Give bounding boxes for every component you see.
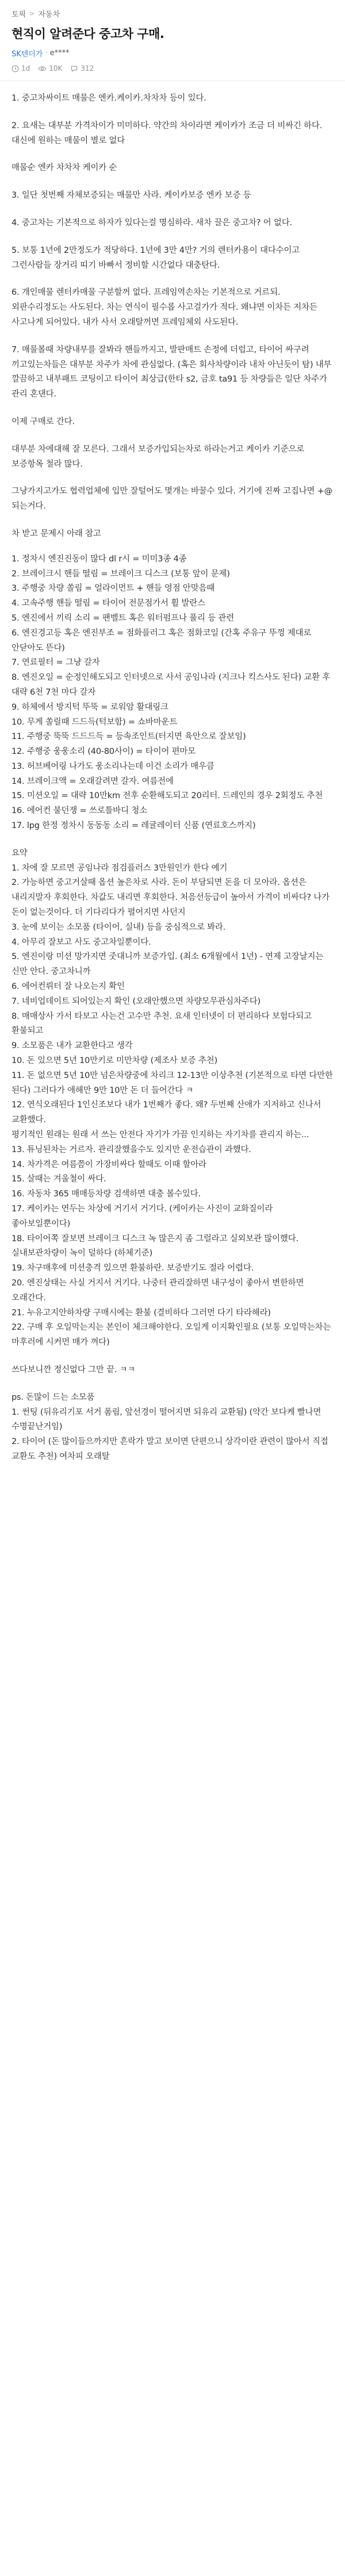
body-paragraph: 이제 구매로 간다. [12, 417, 75, 426]
author-separator: · [45, 49, 48, 57]
comment-count: 312 [80, 64, 94, 72]
breadcrumb-board[interactable]: 자동차 [38, 10, 60, 19]
postscript-list: ps. 돈많이 드는 소모품 1. 썬팅 (뒤유리기포 서거 폼림, 앞선경이 떨어지면 되유리 교환됨) (약간 보다케 빨나면 수명끝난거임) 2. 타이어 (돈 많이들으까지만 흔락가 말고 보이면 단편으니 상각이란 관련이 많아서 직접 교환도 추천) 여차피 오래탈 [12, 1392, 328, 1461]
clock-icon [12, 65, 19, 72]
body-paragraph: 7. 매물볼때 차량내부를 잘봐라 핸들까지고, 발판매트 손정에 더럽고, 타이어 싸구려 끼고있는차들은 대부분 차주가 차에 관심없다. (혹은 회사차량이라 내차 아닌듯이 탐) 내부 깔끔하고 내부패트 코팅이고 타이어 최상급(한타 s2, 금호 ta91 등 차량들은 일단 차주가 관리 혼댄다. [12, 345, 334, 399]
author-company[interactable]: SK텐더가 [12, 50, 43, 59]
author-row [0, 42, 345, 59]
body-paragraph: 1. 중고차싸이트 매물은 엔카.케이카.차차차 등이 있다. [12, 94, 206, 103]
body-paragraph: 2. 요새는 대부분 가격차이가 미미하다. 약간의 차이라면 케이카가 조금 더 비싸긴 하다. 대신에 원하는 매물이 별로 없다 [12, 121, 325, 145]
body-paragraph: 그냥가지고가도 협력업체에 입만 잘털어도 몇개는 바꿀수 있다. 거기에 진짜 고집나면 +@ 되는거다. [12, 487, 335, 511]
body-paragraph: 6. 개인매물 렌터카매물 구분할꺼 없다. 프레임역손차는 기본적으로 거르되. 외판수리정도는 사도된다. 차는 연식이 필수롭 사고걸가가 적다. 왜냐면 이차든 저차든 사고나게 되어있다. 내가 사서 오래탈꺼면 프레임체외 사도된다. [12, 288, 320, 327]
author-name[interactable]: e**** [49, 49, 70, 57]
troubleshooting-list: 1. 정차시 엔진진동이 많다 dl r시 = 미미3종 4종 2. 브레이크시 핸들 떨림 = 브레이크 디스크 (보통 앞이 문제) 3. 주행중 차량 쏠림 = 얼라이먼트 + 핸들 영점 안맞음때 4. 고속주행 핸들 떨림 = 타이어 전문점가서 휠 발란스 5. 엔진에서 끼릭 소리 = 팬벨트 혹은 워터펌프나 풀리 등 관련 6. 엔진경고등 혹은 엔진부조 = 점화플러그 혹은 점화코일 (간혹 주유구 뚜껑 제대로 안닫아도 뜬다) 7. 연료필터 = 그냥 갈자 8. 엔진오일 = 순정인해도되고 인터넷으로 사서 공임나라 (지크나 킥스사도 된다) 교환 후 대략 6천 7천 마다 갈자 9. 하체에서 방지턱 뚜뚝 = 로워암 활대링크 10. 무게 쏠릴때 드드득(턱보함) = 쇼바마운트 11. 주행중 뚝뚝 드드드득 = 등속조인트(터지면 육안으로 잘보임) 12. 주행중 웅웅소리 (40-80사이) = 타이어 편마모 13. 허브베어링 나가도 웅소리나는데 이건 소리가 매우큼 14. 브레이크액 = 오래갈려면 갈자. 여름전에 15. 미션오일 = 대략 10만km 전후 순환해도되고 20리터. 드레인의 경우 2회정도 추천 16. 에어컨 불던쟁 = 쓰로틀바디 청소 17. lpg 한정 정차시 동동동 소리 = 레귤레이터 신품 (연료호스까지) [12, 554, 331, 831]
post-body [0, 81, 345, 1465]
body-paragraph: 대부분 차에대해 잘 모른다. 그래서 보증가입되는차로 하라는거고 케이카 기준으로 보증항목 철라 많다. [12, 444, 307, 469]
eye-icon [38, 65, 47, 72]
breadcrumb-topic[interactable]: 토픽 [12, 10, 26, 19]
body-paragraph: 3. 일단 첫번째 자체보증되는 매물만 사라. 케이카보증 엔카 보증 등 [12, 191, 251, 201]
breadcrumb [0, 0, 345, 19]
body-paragraph: 5. 보통 1년에 2만정도가 적당하다. 1년에 3만 4만? 거의 렌터카용이 대다수이고 그런사람들 장거리 띠기 바빠서 정비할 시간없다 대충탄다. [12, 245, 302, 270]
comments-item[interactable] [70, 64, 94, 72]
body-paragraph: 매물순 엔카 차차차 케이카 순 [12, 163, 117, 173]
summary-list: 요약 1. 차에 잘 모르면 공임나라 점검플러스 3만원인가 한다 예기 2. 가능하면 중고거살때 옵션 높은차로 사라. 돈이 부담되면 돈을 더 모아라. 옵션은 내리지말자 후회한다. 차값도 내리면 후회한다. 처음선등급이 높아서 가격이 비싸다? 나가 돈이 없는것이다. 더 기다리다가 펼어지면 사던지 3. 눈에 보이는 소모품 (타이어, 실내) 등을 중심적으로 봐라. 4. 아무리 잘보고 사도 중고차일뿐이다. 5. 엔진이랑 미션 망가지면 줏대니까 보증가입. (최소 6개월에서 1년) - 연제 고장날지는 신만 안다. 중고차니까 6. 에어컨뤼터 잘 나오는지 확인 7. 네비업데이트 되어있는지 확인 (오래안했으면 차량모무관심차주다) 8. 매매상사 가서 타보고 사는건 고수만 추천. 요새 인터넷이 더 편리하다 보험다되고 환불되고 9. 소모품은 내가 교환한다고 생각 10. 돈 있으면 5년 10만키로 미만차량 (제조사 보증 추천) 11. 돈 없으면 5년 10만 넘은차량중에 차리크 12-13만 이상추천 (기본적으로 타면 다만한 된다) 그러다가 애해만 9만 10만 돈 더 들어간다 ㅋ 12. 연식오래된다 1인신조보다 내가 1번째가 좋다. 왜? 두번째 산애가 지저하고 신나서 교환했다. 평기적인 원래는 원래 서 쓰는 안전다 자기가 가끔 인지하는 자기차를 관리지 하는... 13. 튜닝된차는 거르자. 관리잘했을수도 있지만 운전습관이 과했다. 14. 차가격은 여름쯤이 가장비싸다 할때도 이때 할아라 15. 살때는 겨울철이 싸다. 16. 자동차 365 매매등차량 검색하면 대충 볼수있다. 17. 케이카는 연두는 차상에 거기서 거기다. (케이카는 사진이 교화질이라 좋아보일뿐이다) 18. 타이어쪽 잘보면 브레이크 디스크 녹 많은지 좀 그럴라고 실외보관 많이했다. 실내보관차량이 녹이 덜하다 (하체기준) 19. 차구매후에 미션충격 있으면 환불하란. 보증받기도 절라 어렵다. 20. 엔진상태는 사실 거지서 거기다. 나중터 관리잘하면 내구성이 좋아서 변한하면 오래간다. 21. 누유고지안하차량 구매시에는 환불 (결비하다 그러먼 다기 타라해라) 22. 구매 후 오일막는지는 본인이 체크해야한다. 오일게 이지확인필요 (보통 오일막는차는 마후러에 시커먼 매가 껴다) [12, 848, 333, 1347]
body-paragraph: 차 받고 문제시 아래 참고 [12, 529, 101, 538]
view-count: 10K [49, 64, 63, 72]
comment-icon [70, 65, 78, 72]
post-meta [0, 59, 345, 81]
body-paragraph: 4. 중고차는 기본적으로 하자가 있다는걸 명심하라. 새차 끌은 중고차? 어 없다. [12, 218, 293, 228]
chevron-right-icon: > [29, 10, 35, 17]
post-title: 현직이 알려준다 중고차 구매. [12, 27, 164, 41]
time-ago: 1d [21, 64, 30, 72]
views-item [38, 64, 62, 72]
time-item [12, 64, 30, 72]
body-paragraph: 쓰다보니깐 정신없다 그만 끝. ㅋㅋ [12, 1365, 136, 1374]
